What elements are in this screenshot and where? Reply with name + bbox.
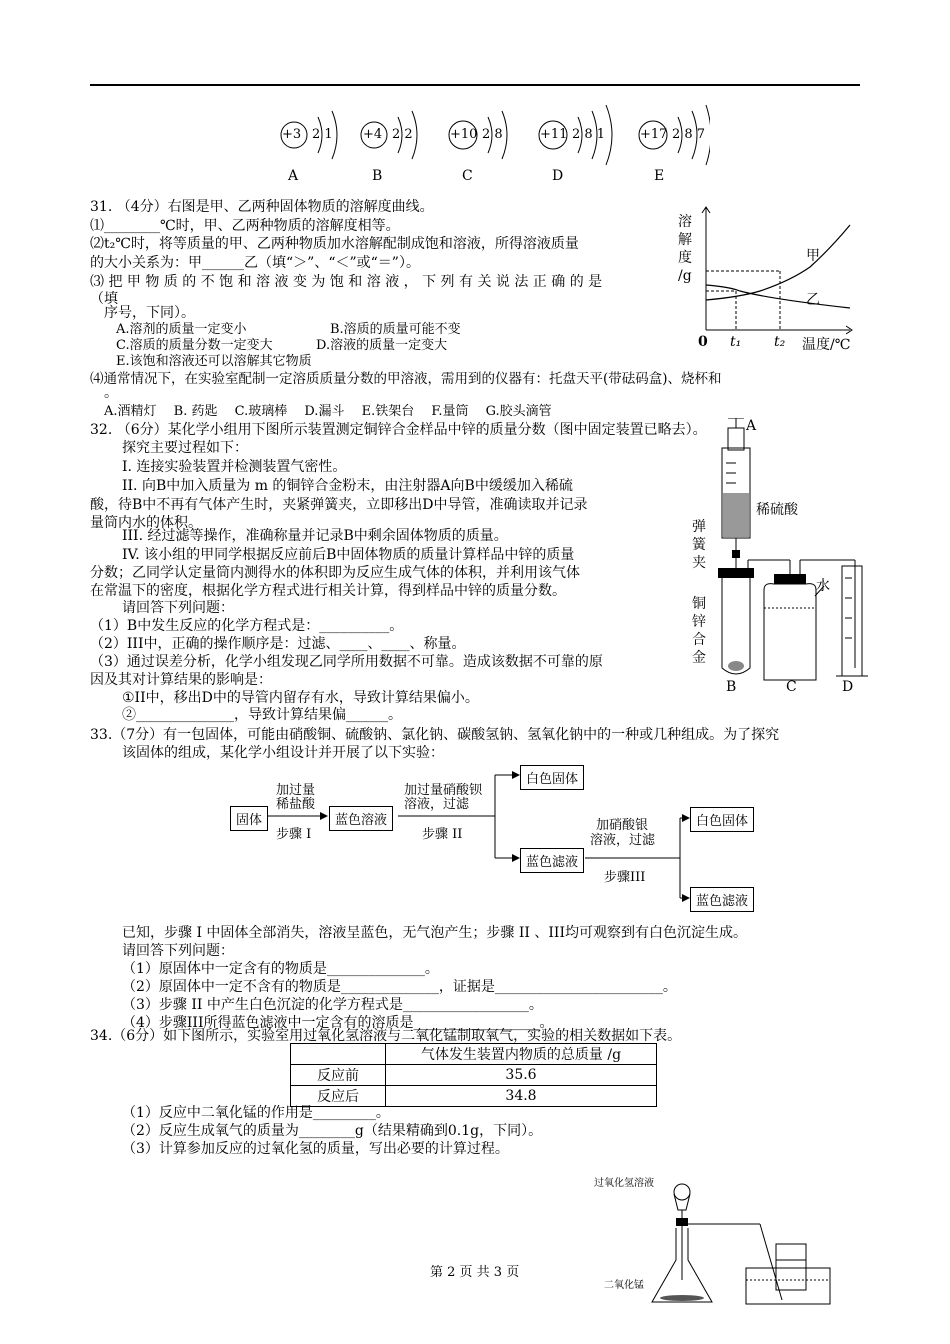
q33-a4: （4）步骤III所得蓝色滤液中一定含有的溶质是__________________。 (122, 1015, 554, 1031)
app-label-clip: 弹 簧 夹 (692, 519, 706, 571)
atom-e-shells: 2 8 7 (672, 127, 706, 142)
table-cell: 反应后 (291, 1086, 386, 1107)
q31-p1: ⑴________℃时，甲、乙两种物质的溶解度相等。 (90, 218, 400, 234)
q33-title: 33.（7分）有一包固体，可能由硝酸铜、硫酸钠、氯化钠、碳酸氢钠、氢氧化钠中的一种或几种组成。为了探究 (90, 727, 780, 743)
q31-p4-options: A.酒精灯 B. 药匙 C.玻璃棒 D.漏斗 E.铁架台 F.量筒 G.胶头滴管 (104, 404, 552, 419)
flow-step1: 步骤 I (276, 827, 312, 842)
atom-a-shells: 2 1 (312, 127, 333, 142)
table-row (291, 1044, 657, 1065)
q33-known: 已知，步骤 I 中固体全部消失，溶液呈蓝色，无气泡产生；步骤 II 、III均可观察到有白色沉淀生成。 (122, 925, 747, 941)
table-cell: 气体发生装置内物质的总质量 /g (386, 1044, 657, 1065)
app-label-acid: 稀硫酸 (756, 502, 798, 518)
atom-e-nucleus: +17 (640, 127, 668, 142)
q32-s4a: IV. 该小组的甲同学根据反应前后B中固体物质的质量计算样品中锌的质量 (122, 547, 575, 563)
q31-p3c: 序号，下同）。 (104, 305, 195, 321)
atom-b-nucleus: +4 (363, 127, 383, 142)
graph-t2: t₂ (774, 334, 786, 350)
page-footer: 第 2 页 共 3 页 (430, 1265, 520, 1280)
app-label-c: C (786, 679, 797, 695)
atom-diagrams (270, 95, 710, 190)
atom-d-shells: 2 8 1 (572, 127, 606, 142)
q34-data-table (290, 1043, 657, 1107)
flow-r1a: 加过量 (276, 783, 316, 798)
flow-solid: 固体 (230, 806, 268, 831)
flow-r3a: 加硝酸银 (596, 818, 649, 833)
q34-a2: （2）反应生成氧气的质量为________g（结果精确到0.1g，下同）。 (122, 1123, 543, 1139)
table-row (291, 1065, 657, 1086)
graph-t1: t₁ (730, 334, 742, 350)
q31-p4a: ⑷通常情况下，在实验室配制一定溶质质量分数的甲溶液，需用到的仪器有：托盘天平(带砝码盒)、烧杯和 (90, 371, 722, 387)
q33-a1: （1）原固体中一定含有的物质是______________。 (122, 961, 439, 977)
table-cell: 反应前 (291, 1065, 386, 1086)
q32-s2c: 量筒内水的体积。 (90, 515, 202, 531)
graph-ylabel: 溶 解 度 /g (678, 214, 692, 284)
q31-opt-c: C.溶质的质量分数一定变大 (116, 338, 273, 353)
app-label-b: B (726, 679, 737, 695)
q32-s2b: 酸，待B中不再有气体产生时，夹紧弹簧夹，立即移出D中导管，准确读取并记录 (90, 497, 588, 513)
q31-p2a: ⑵t₂℃时，将等质量的甲、乙两种物质加水溶解配制成饱和溶液，所得溶液质量 (90, 236, 579, 252)
flow-r3b: 溶液，过滤 (590, 833, 656, 848)
atom-c-shells: 2 8 (482, 127, 503, 142)
atom-b-label: B (372, 168, 383, 184)
flow-step3: 步骤III (604, 870, 646, 885)
atom-e-label: E (654, 168, 665, 184)
q33-a3: （3）步骤 II 中产生白色沉淀的化学方程式是__________________。 (122, 997, 543, 1013)
atom-c-nucleus: +10 (450, 127, 478, 142)
flow-step2: 步骤 II (422, 827, 463, 842)
atom-d-label: D (552, 168, 564, 184)
curve-yi (706, 285, 850, 308)
flow-blue-filtrate: 蓝色滤液 (520, 848, 584, 873)
app-label-water: 水 (816, 578, 830, 594)
q34-title: 34.（6分）如下图所示，实验室用过氧化氢溶液与二氧化锰制取氧气，实验的相关数据如下表。 (90, 1028, 682, 1044)
q31-p3b: （填 (90, 291, 118, 307)
curve-jia (706, 225, 850, 300)
q32-ask: 请回答下列问题： (122, 600, 234, 616)
q31-title: 31. （4分）右图是甲、乙两种固体物质的溶解度曲线。 (90, 199, 434, 215)
q31-p4b: 。 (104, 385, 118, 401)
fig-label-h2o2: 过氧化氢溶液 (594, 1178, 654, 1189)
q32-q3d: ②______________，导致计算结果偏______。 (122, 707, 402, 723)
q32-intro: 探究主要过程如下： (122, 440, 248, 456)
app-label-d: D (842, 679, 854, 695)
q32-q3b: 因及其对计算结果的影响是： (90, 672, 272, 688)
fig-label-mno2: 二氧化锰 (604, 1280, 644, 1291)
atom-a-nucleus: +3 (282, 127, 302, 142)
q33-ask: 请回答下列问题： (122, 943, 234, 959)
app-label-a: A (746, 418, 757, 434)
q31-p2b: 的大小关系为：甲______乙（填“＞”、“＜”或“＝”）。 (90, 255, 420, 271)
flow-blue-solution: 蓝色溶液 (329, 806, 393, 831)
q34-a1: （1）反应中二氧化锰的作用是_________。 (122, 1105, 390, 1121)
q31-opt-b: B.溶质的质量可能不变 (330, 322, 461, 337)
q33-a2: （2）原固体中一定不含有的物质是______________，证据是________________________。 (122, 979, 677, 995)
top-rule (90, 84, 860, 86)
solubility-graph (700, 205, 860, 355)
q32-q2: （2）III中，正确的操作顺序是：过滤、____、____、称量。 (90, 636, 466, 652)
q32-s2a: II. 向B中加入质量为 m 的铜锌合金粉末，由注射器A向B中缓缓加入稀硫 (122, 478, 573, 494)
oxygen-apparatus (640, 1180, 840, 1310)
flow-r2a: 加过量硝酸钡 (404, 783, 483, 798)
q31-opt-a: A.溶剂的质量一定变小 (116, 322, 247, 337)
atom-c-label: C (462, 168, 473, 184)
table-cell: 34.8 (386, 1086, 657, 1107)
graph-jia: 甲 (806, 248, 820, 264)
atom-a-label: A (288, 168, 299, 184)
q32-s4b: 分数；乙同学认定量筒内测得水的体积即为反应生成气体的体积，并利用该气体 (90, 565, 580, 581)
app-label-alloy: 铜 锌 合 金 (692, 596, 706, 666)
table-cell: 35.6 (386, 1065, 657, 1086)
table-cell (291, 1044, 386, 1065)
q31-opt-e: E.该饱和溶液还可以溶解其它物质 (116, 354, 312, 369)
graph-origin: 0 (698, 334, 708, 350)
graph-yi: 乙 (806, 292, 820, 308)
q32-s3: III. 经过滤等操作，准确称量并记录B中剩余固体物质的质量。 (122, 528, 508, 544)
q32-s4c: 在常温下的密度，根据化学方程式进行相关计算，得到样品中锌的质量分数。 (90, 583, 566, 599)
q32-s1: I. 连接实验装置并检测装置气密性。 (122, 459, 347, 475)
q33-title2: 该固体的组成，某化学小组设计并开展了以下实验： (122, 745, 444, 761)
flow-white-solid-1: 白色固体 (520, 765, 584, 790)
q32-q3a: （3）通过误差分析，化学小组发现乙同学所用数据不可靠。造成该数据不可靠的原 (90, 654, 603, 670)
flow-blue-filtrate-2: 蓝色滤液 (690, 887, 754, 912)
q32-q1: （1）B中发生反应的化学方程式是：__________。 (90, 618, 404, 634)
atom-b-shells: 2 2 (392, 127, 413, 142)
flow-r2b: 溶液，过滤 (404, 797, 470, 812)
graph-xlabel: 温度/℃ (802, 337, 851, 353)
q32-q3c: ①II中，移出D中的导管内留存有水，导致计算结果偏小。 (122, 690, 479, 706)
flow-r1b: 稀盐酸 (276, 797, 316, 812)
q32-title: 32. （6分）某化学小组用下图所示装置测定铜锌合金样品中锌的质量分数（图中固定装置已略去）。 (90, 422, 707, 438)
q31-opt-d: D.溶液的质量一定变大 (316, 338, 448, 353)
q34-a3: （3）计算参加反应的过氧化氢的质量，写出必要的计算过程。 (122, 1141, 509, 1157)
apparatus-figure (690, 418, 870, 688)
q31-p3a: ⑶ 把 甲 物 质 的 不 饱 和 溶 液 变 为 饱 和 溶 液 ， 下 列 有 关 说 法 正 确 的 是 (90, 274, 603, 290)
flow-white-solid-2: 白色固体 (690, 807, 754, 832)
atom-d-nucleus: +11 (540, 127, 568, 142)
